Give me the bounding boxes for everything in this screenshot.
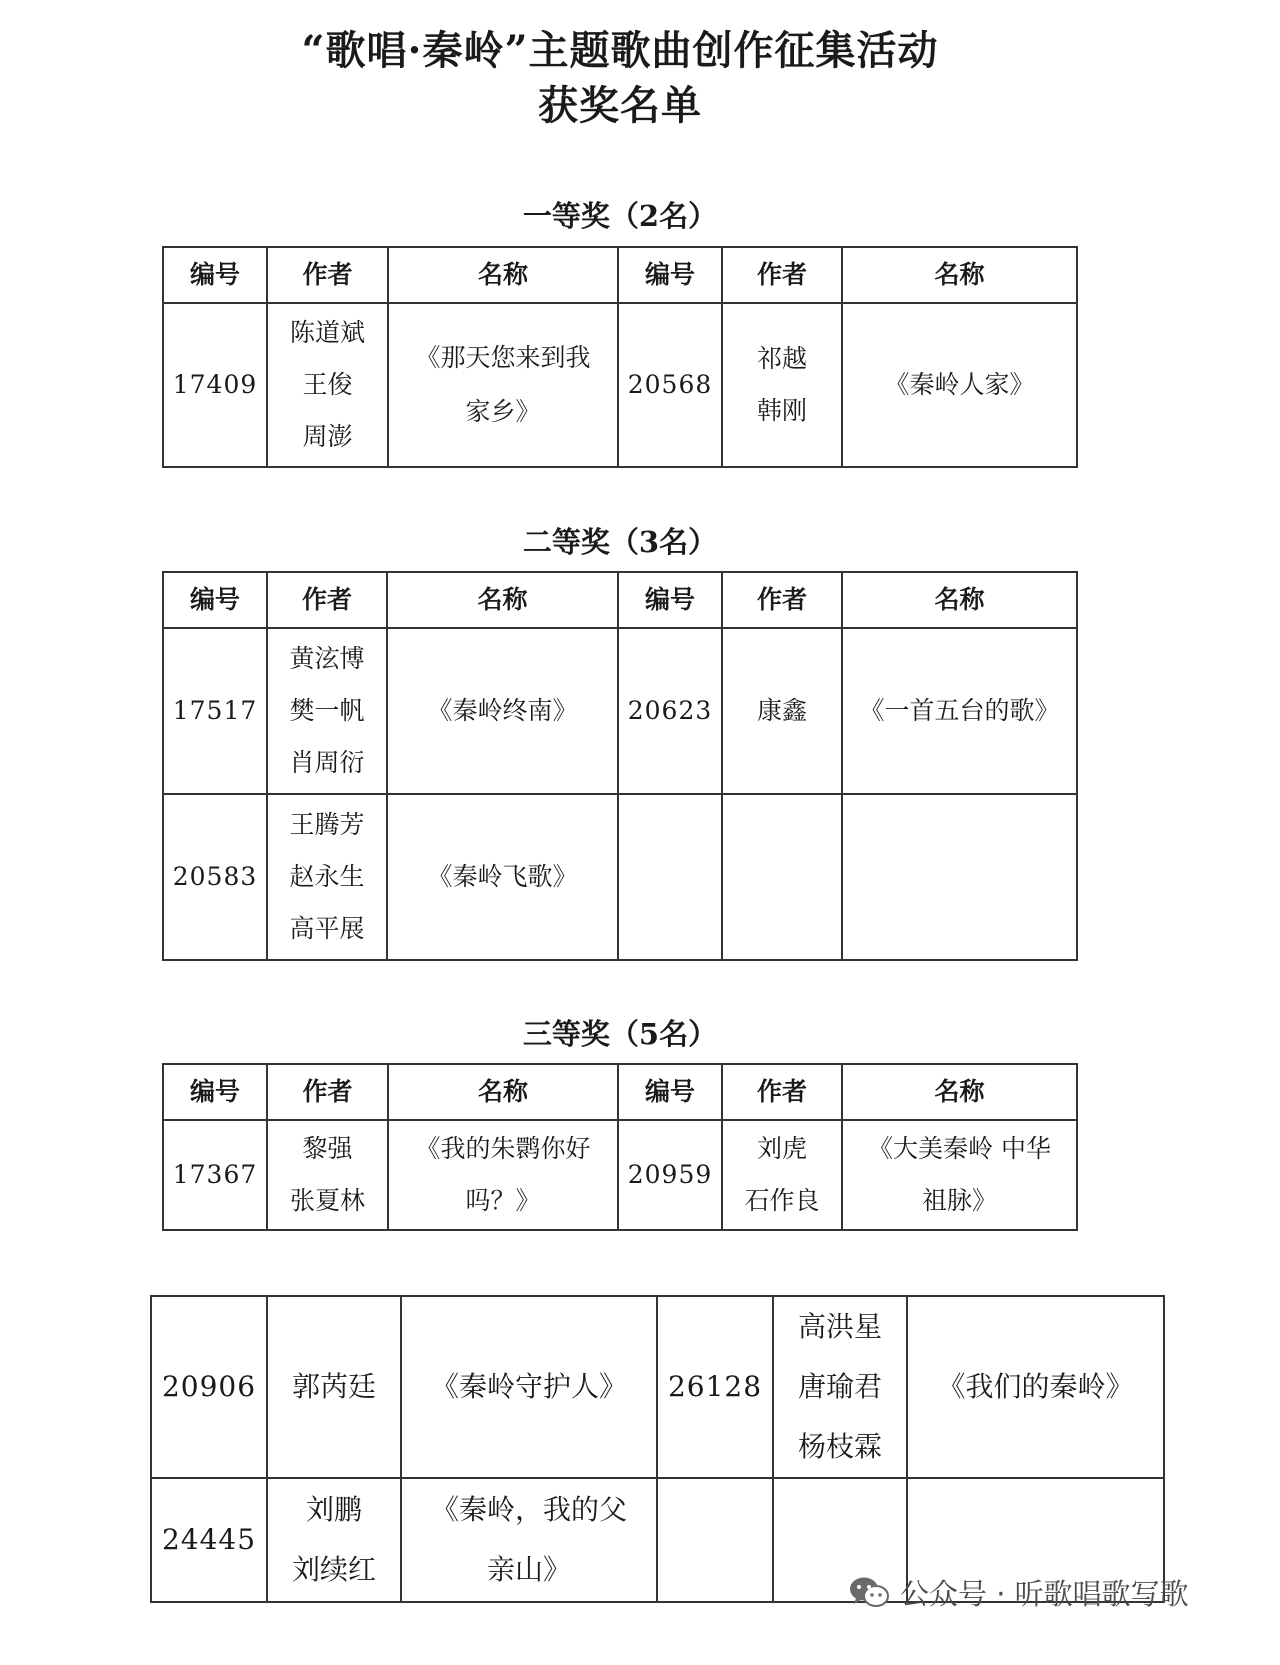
author-name: 王俊 <box>302 370 353 399</box>
author-name: 王腾芳 <box>289 810 365 839</box>
song-title: 《我的朱鹮你好吗？》 <box>388 1120 618 1230</box>
entry-authors <box>267 1478 401 1602</box>
header-author: 作者 <box>722 247 842 303</box>
entry-authors <box>722 303 842 467</box>
table-header-row <box>163 1064 1077 1120</box>
author-name: 杨枝霖 <box>797 1430 882 1463</box>
header-name: 名称 <box>388 247 618 303</box>
author-name: 唐瑜君 <box>797 1370 882 1403</box>
entry-authors <box>267 1296 401 1478</box>
song-title: 《秦岭，我的父亲山》 <box>401 1478 657 1602</box>
header-name: 名称 <box>842 572 1077 628</box>
entry-number: 20906 <box>151 1296 267 1478</box>
table-row <box>163 628 1077 794</box>
third-prize-table <box>162 1063 1078 1231</box>
document-title: “歌唱·秦岭”主题歌曲创作征集活动 <box>301 27 939 74</box>
song-title: 《我们的秦岭》 <box>907 1296 1164 1478</box>
entry-number: 20959 <box>618 1120 722 1230</box>
header-number: 编号 <box>163 1064 267 1120</box>
empty-cell <box>657 1478 773 1602</box>
watermark <box>848 1570 1189 1614</box>
first-prize-heading: 一等奖（2名） <box>522 199 718 233</box>
header-number: 编号 <box>618 247 722 303</box>
entry-authors <box>267 303 388 467</box>
header-number: 编号 <box>618 1064 722 1120</box>
second-prize-heading: 二等奖（3名） <box>522 525 718 559</box>
entry-authors <box>267 1120 388 1230</box>
author-name: 石作良 <box>744 1186 820 1215</box>
header-name: 名称 <box>842 247 1077 303</box>
author-name: 陈道斌 <box>289 318 365 347</box>
author-name: 黎强 <box>302 1134 353 1163</box>
author-name: 樊一帆 <box>289 696 365 725</box>
author-name: 赵永生 <box>289 862 365 891</box>
song-title: 《秦岭飞歌》 <box>387 794 618 960</box>
third-prize-heading: 三等奖（5名） <box>522 1017 718 1051</box>
entry-number: 20568 <box>618 303 722 467</box>
entry-authors <box>267 794 387 960</box>
author-name: 刘续红 <box>291 1553 376 1586</box>
table-header-row <box>163 247 1077 303</box>
header-author: 作者 <box>267 1064 388 1120</box>
table-row <box>163 794 1077 960</box>
header-name: 名称 <box>842 1064 1077 1120</box>
header-number: 编号 <box>163 572 267 628</box>
entry-number: 17517 <box>163 628 267 794</box>
header-number: 编号 <box>163 247 267 303</box>
table-header-row <box>163 572 1077 628</box>
author-name: 祁越 <box>756 344 807 373</box>
author-name: 刘虎 <box>756 1134 807 1163</box>
entry-number: 26128 <box>657 1296 773 1478</box>
header-author: 作者 <box>722 572 842 628</box>
author-name: 高洪星 <box>797 1310 882 1343</box>
song-title: 《秦岭守护人》 <box>401 1296 657 1478</box>
author-name: 肖周衍 <box>289 748 365 777</box>
header-author: 作者 <box>267 572 387 628</box>
header-name: 名称 <box>388 1064 618 1120</box>
entry-authors <box>267 628 387 794</box>
first-prize-table <box>162 246 1078 468</box>
entry-authors <box>722 1120 842 1230</box>
author-name: 高平展 <box>289 914 365 943</box>
entry-authors <box>722 628 842 794</box>
song-title: 《那天您来到我家乡》 <box>388 303 618 467</box>
entry-number: 17367 <box>163 1120 267 1230</box>
entry-number: 20623 <box>618 628 722 794</box>
second-prize-table <box>162 571 1078 961</box>
author-name: 康鑫 <box>756 696 807 725</box>
author-name: 郭芮廷 <box>291 1370 376 1403</box>
header-name: 名称 <box>387 572 618 628</box>
song-title: 《一首五台的歌》 <box>842 628 1077 794</box>
author-name: 周澎 <box>302 422 353 451</box>
table-row <box>163 303 1077 467</box>
author-name: 黄泫博 <box>289 644 365 673</box>
empty-cell <box>842 794 1077 960</box>
entry-authors <box>773 1296 907 1478</box>
document-subtitle: 获奖名单 <box>538 82 702 129</box>
empty-cell <box>618 794 722 960</box>
song-title: 《大美秦岭 中华祖脉》 <box>842 1120 1077 1230</box>
wechat-icon <box>848 1575 890 1609</box>
author-name: 韩刚 <box>756 396 807 425</box>
song-title: 《秦岭人家》 <box>842 303 1077 467</box>
song-title: 《秦岭终南》 <box>387 628 618 794</box>
entry-number: 24445 <box>151 1478 267 1602</box>
watermark-text: 公众号 · 听歌唱歌写歌 <box>900 1576 1189 1611</box>
entry-number: 17409 <box>163 303 267 467</box>
table-row <box>151 1296 1164 1478</box>
entry-number: 20583 <box>163 794 267 960</box>
table-row <box>163 1120 1077 1230</box>
author-name: 刘鹏 <box>305 1493 362 1526</box>
empty-cell <box>722 794 842 960</box>
header-number: 编号 <box>618 572 722 628</box>
header-author: 作者 <box>267 247 388 303</box>
header-author: 作者 <box>722 1064 842 1120</box>
third-prize-continued-table <box>150 1295 1165 1603</box>
author-name: 张夏林 <box>289 1186 365 1215</box>
